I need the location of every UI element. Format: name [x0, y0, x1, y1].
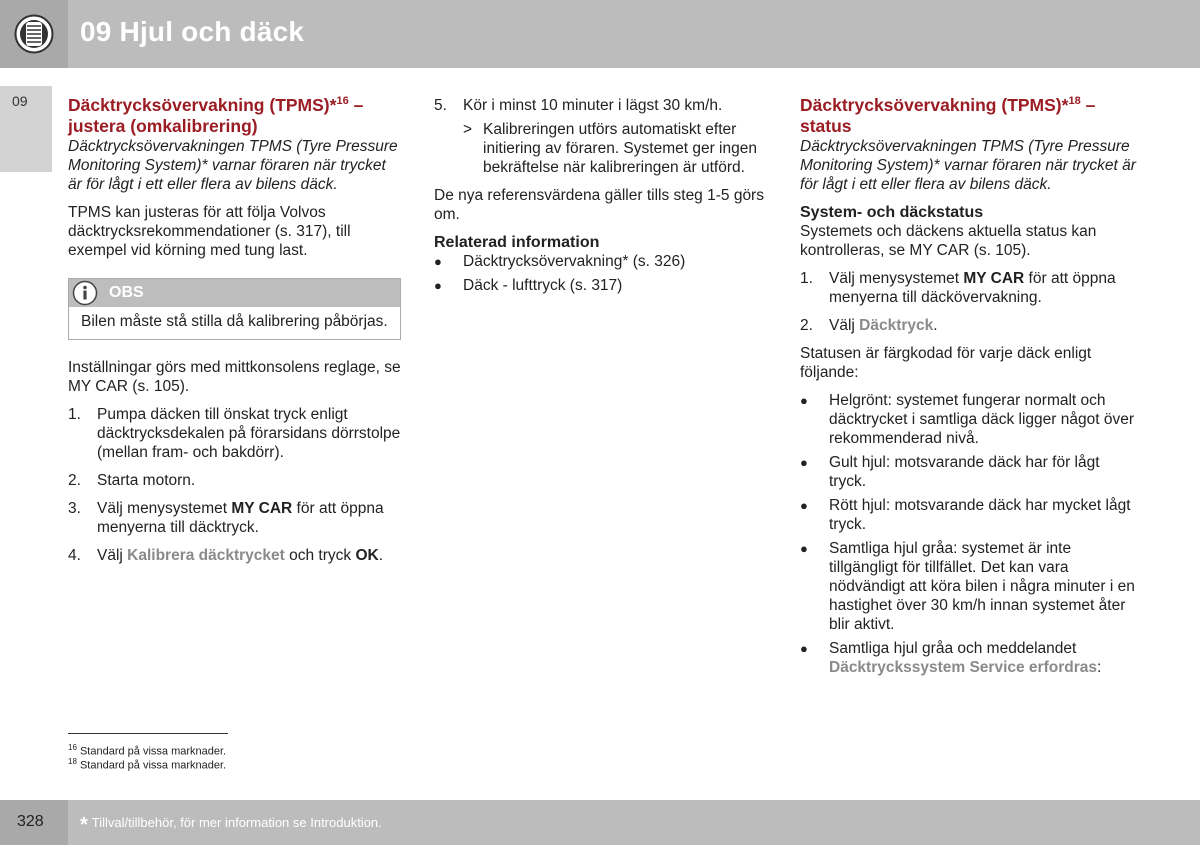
menu-ref: MY CAR — [963, 270, 1025, 287]
note-box-title: OBS — [109, 284, 144, 301]
menu-ref: MY CAR — [231, 500, 293, 517]
list-item: 5. Kör i minst 10 minuter i lägst 30 km/h. — [434, 97, 723, 114]
info-icon — [72, 280, 98, 306]
list-item: ● Gult hjul: motsvarande däck har för lågt tryck. — [800, 454, 1100, 490]
footer-note: * Tillval/tillbehör, för mer information se Introduktion. — [80, 814, 382, 836]
wheel-icon — [14, 14, 54, 54]
related-link[interactable]: ● Däcktrycksövervakning* (s. 326) — [434, 253, 686, 270]
paragraph: De nya referensvärdena gäller tills steg 1-5 görs om. — [434, 187, 764, 223]
footnote-ref: 18 — [1068, 95, 1081, 108]
chapter-tab-label: 09 — [12, 93, 28, 109]
list-item: ● Rött hjul: motsvarande däck har mycket lågt tryck. — [800, 497, 1131, 533]
list-item: 4. Välj Kalibrera däcktrycket och tryck OK. — [68, 547, 384, 564]
footnote: $^{18}$ Standard på vissa marknader. — [68, 757, 227, 772]
footnote: $^{16}$ Standard på vissa marknader. — [68, 743, 227, 758]
column-middle — [434, 96, 764, 295]
asterisk-mark: * — [80, 814, 88, 836]
result-item: > Kalibreringen utförs automatiskt efter initiering av föraren. Systemet ger ingen bekräftelse när kalibreringen är utförd. — [463, 121, 757, 176]
note-box — [68, 278, 401, 340]
message-text: Däcktryckssystem Service erfordras — [829, 659, 1097, 676]
paragraph: TPMS kan justeras för att följa Volvos däcktrycksrekommendationer (s. 317), till exempel vid körning med tung last. — [68, 204, 351, 259]
list-item: 1. Välj menysystemet MY CAR för att öppna menyerna till däckövervakning. — [800, 270, 1116, 306]
chapter-icon-box — [0, 0, 68, 68]
note-box-body: Bilen måste stå stilla då kalibrering påbörjas. — [81, 313, 388, 330]
column-left — [68, 95, 401, 565]
column-right — [800, 95, 1140, 677]
page-header — [0, 0, 1200, 68]
button-ref: OK — [355, 547, 379, 564]
section-heading-calibration: Däcktrycksövervakning (TPMS)*$^{16}$ – justera (omkalibrering) — [68, 95, 364, 136]
subheading: System- och däckstatus — [800, 204, 984, 221]
section-intro: Däcktrycksövervakningen TPMS (Tyre Pressure Monitoring System)* varnar föraren när trycket är för lågt i ett eller flera av bilens däck. — [800, 138, 1136, 193]
paragraph: Inställningar görs med mittkonsolens reglage, se MY CAR (s. 105). — [68, 359, 401, 395]
list-item: 1. Pumpa däcken till önskat tryck enligt däcktrycksdekalen på förarsidans dörrstolpe (mellan fram- och bakdörr). — [68, 406, 401, 461]
list-item: 3. Välj menysystemet MY CAR för att öppna menyerna till däcktryck. — [68, 500, 384, 536]
related-link[interactable]: ● Däck - lufttryck (s. 317) — [434, 277, 623, 294]
paragraph: Statusen är färgkodad för varje däck enligt följande: — [800, 345, 1092, 381]
note-box-header — [69, 279, 400, 307]
section-intro: Däcktrycksövervakningen TPMS (Tyre Pressure Monitoring System)* varnar föraren när trycket är för lågt i ett eller flera av bilens däck. — [68, 138, 398, 193]
list-item: ● Helgrönt: systemet fungerar normalt och däcktrycket i samtliga däck ligger något över rekommenderad nivå. — [800, 392, 1134, 447]
list-item: 2. Starta motorn. — [68, 472, 196, 489]
footnote-divider — [68, 733, 228, 734]
menu-option: Kalibrera däcktrycket — [127, 547, 285, 564]
chapter-tab — [0, 86, 52, 172]
chapter-title: 09 Hjul och däck — [80, 16, 305, 47]
paragraph: Systemets och däckens aktuella status kan kontrolleras, se MY CAR (s. 105). — [800, 223, 1097, 259]
list-item: ● Samtliga hjul gråa och meddelandet Däcktryckssystem Service erfordras: — [800, 640, 1102, 676]
list-item: 2. Välj Däcktryck. — [800, 317, 938, 334]
page-number: 328 — [17, 813, 44, 830]
page-number-box — [0, 800, 68, 845]
list-item: ● Samtliga hjul gråa: systemet är inte tillgängligt för tillfället. Det kan vara nödvändigt att köra bilen i några minuter i en hastighet över 30 km/h innan systemet åter blir aktivt. — [800, 540, 1135, 633]
page-footer — [0, 800, 1200, 845]
footnote-ref: 16 — [336, 95, 349, 108]
related-heading: Relaterad information — [434, 234, 600, 251]
menu-option: Däcktryck — [859, 317, 934, 334]
section-heading-status: Däcktrycksövervakning (TPMS)*$^{18}$ – status — [800, 95, 1096, 136]
